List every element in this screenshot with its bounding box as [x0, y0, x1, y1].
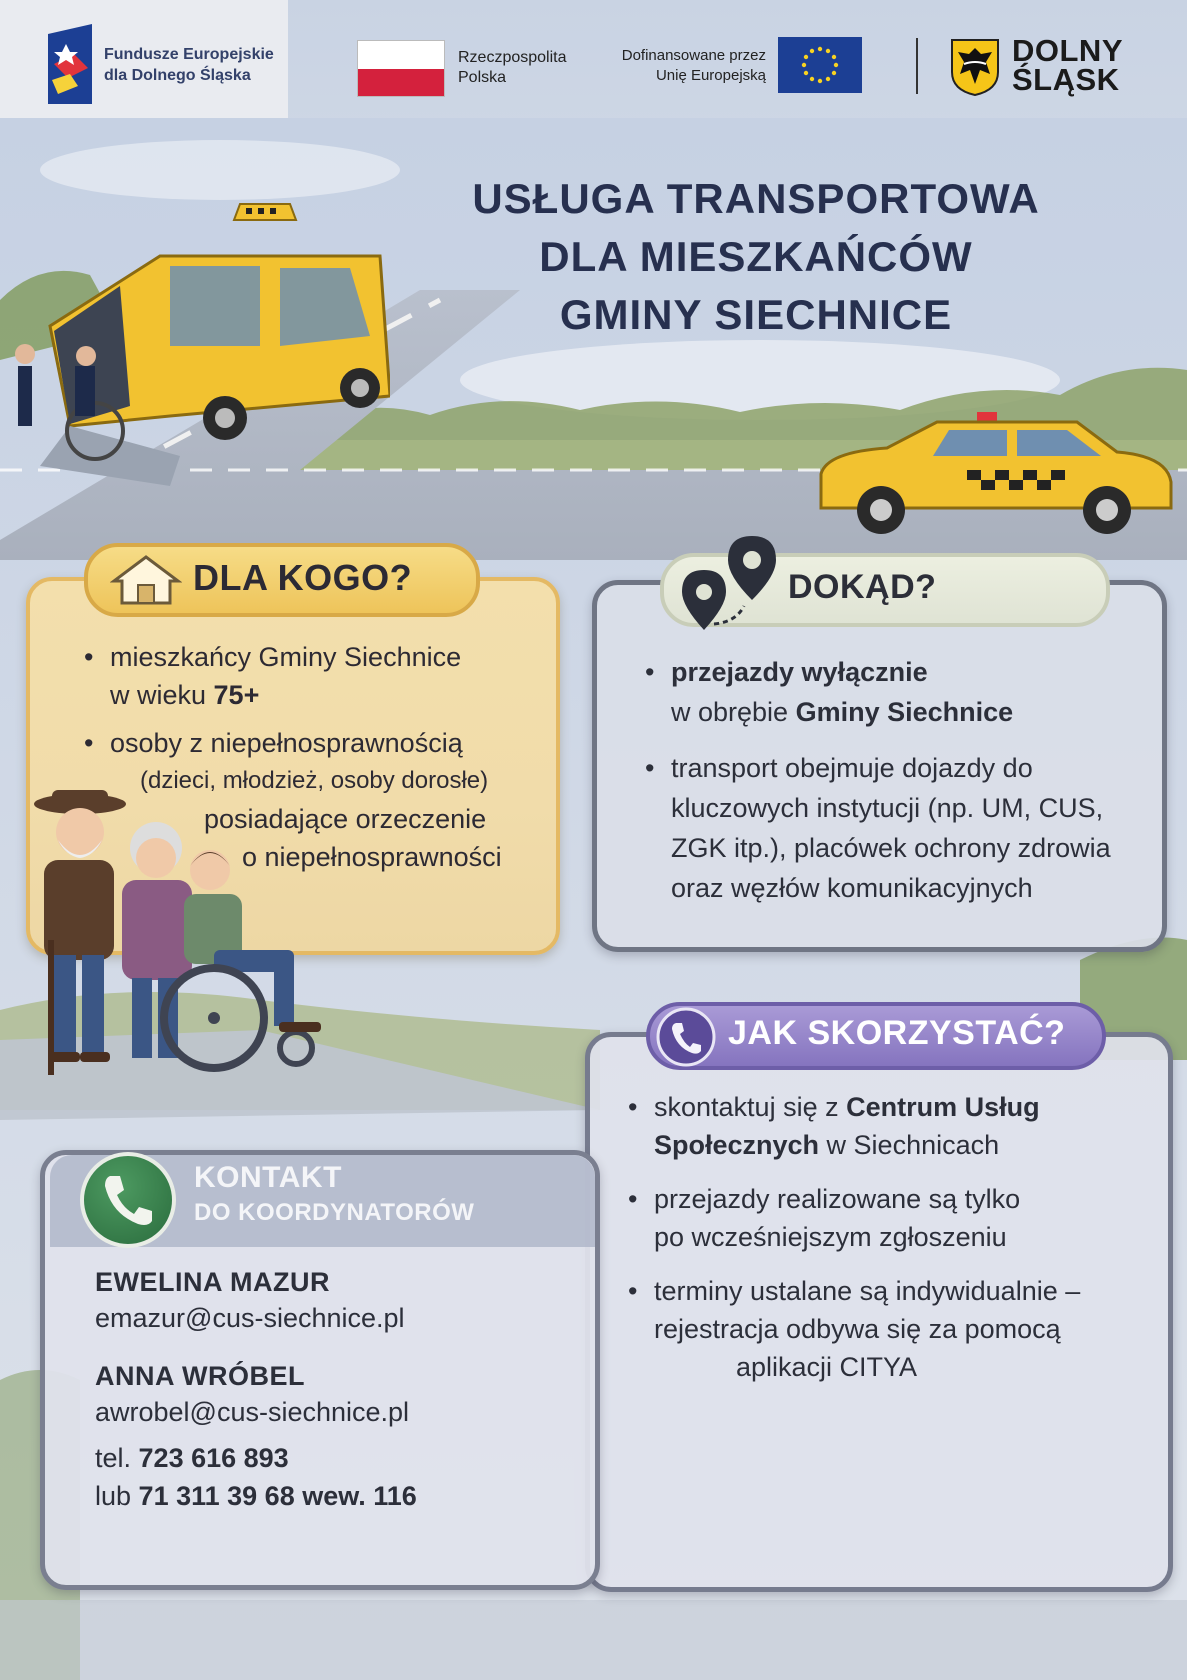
jak-item2-line1: przejazdy realizowane są tylko [654, 1184, 1021, 1214]
dokad-item2-line4: oraz węzłów komunikacyjnych [671, 873, 1033, 903]
tel-number-link[interactable]: 723 616 893 [138, 1443, 289, 1473]
jak-item1-siechnice: w Siechnicach [819, 1130, 1000, 1160]
alt-tel-number-link[interactable]: 71 311 39 68 wew. 116 [138, 1481, 417, 1511]
jak-skorzystac-heading: JAK SKORZYSTAĆ? [728, 1014, 1066, 1052]
ds-line2: ŚLĄSK [1012, 62, 1120, 97]
dokad-item1-line2: w obrębie [671, 697, 796, 727]
dokad-item1-gmina: Gminy Siechnice [795, 697, 1014, 727]
jak-item1-cus: Centrum Usług [846, 1092, 1040, 1122]
taxi-car-illustration [817, 412, 1175, 538]
kogo-item2-line1: osoby z niepełnosprawnością [110, 728, 463, 758]
dolny-slask-text [1012, 33, 1123, 97]
pl-line1: Rzeczpospolita [458, 49, 567, 66]
fe-logo-icon [48, 24, 92, 104]
map-pin-icon [676, 532, 786, 636]
kogo-item2-line3: posiadające orzeczenie [204, 804, 487, 834]
kontakt-title-line1: KONTAKT [194, 1161, 342, 1194]
wheelchair-taxi-illustration [10, 196, 390, 486]
logo-divider [916, 38, 918, 94]
dokad-item2-line3: ZGK itp.), placówek ochrony zdrowia [671, 833, 1111, 863]
kogo-item2-line4: o niepełnosprawności [242, 842, 502, 872]
seniors-wheelchair-illustration [24, 790, 364, 1120]
list-item [84, 638, 544, 714]
page-title [400, 170, 1112, 344]
title-line1: USŁUGA TRANSPORTOWA [472, 175, 1040, 222]
list-item [628, 1088, 1158, 1164]
dokad-item2-line1: transport obejmuje dojazdy do [671, 753, 1033, 783]
eu-logo-text [600, 46, 766, 86]
phone-icon [656, 1007, 716, 1067]
tel-line [95, 1439, 417, 1477]
jak-item3-line2: rejestracja odbywa się za pomocą [654, 1314, 1061, 1344]
tel-label: tel. [95, 1443, 139, 1473]
jak-skorzystac-list [628, 1088, 1158, 1402]
ds-line1: DOLNY [1012, 33, 1123, 68]
dokad-item2-line2: kluczowych instytucji (np. UM, CUS, [671, 793, 1104, 823]
eu-line2: Unię Europejską [655, 67, 766, 84]
kogo-age: 75+ [213, 680, 260, 710]
title-line2: DLA MIESZKAŃCÓW [539, 233, 973, 280]
list-item [645, 748, 1160, 908]
jak-item3-line3: aplikacji CITYA [736, 1352, 918, 1382]
kogo-item2-line2: (dzieci, młodzież, osoby dorosłe) [140, 767, 489, 794]
list-item [645, 652, 1160, 732]
contact-person-1 [95, 1264, 405, 1336]
alt-tel-label: lub [95, 1481, 139, 1511]
person1-email-link[interactable]: emazur@cus-siechnice.pl [95, 1303, 405, 1333]
house-icon [110, 553, 182, 607]
dokad-heading: DOKĄD? [788, 568, 937, 606]
contact-person-2 [95, 1358, 409, 1430]
person2-name: ANNA WRÓBEL [95, 1361, 305, 1391]
jak-item1-spolecznych: Społecznych [654, 1130, 820, 1160]
dokad-item1-bold: przejazdy wyłącznie [671, 657, 928, 687]
eu-flag-icon [778, 37, 862, 93]
person2-email-link[interactable]: awrobel@cus-siechnice.pl [95, 1397, 410, 1427]
kontakt-title-line2: DO KOORDYNATORÓW [194, 1199, 475, 1226]
jak-item2-line2: po wcześniejszym zgłoszeniu [654, 1222, 1007, 1252]
header-logos [0, 0, 1187, 118]
dokad-list [645, 652, 1160, 924]
list-item [628, 1180, 1158, 1256]
title-line3: GMINY SIECHNICE [559, 291, 953, 338]
fe-line2: dla Dolnego Śląska [104, 67, 251, 84]
alt-tel-line [95, 1477, 417, 1515]
pl-logo-text [458, 48, 567, 88]
kogo-item1-line2: w wieku [110, 680, 214, 710]
list-item [628, 1272, 1158, 1386]
kontakt-title [194, 1160, 474, 1230]
kogo-item1-line1: mieszkańcy Gminy Siechnice [110, 642, 462, 672]
jak-item3-line1: terminy ustalane są indywidualnie – [654, 1276, 1081, 1306]
dolny-slask-crest-icon [950, 38, 1000, 96]
jak-item1-text: skontaktuj się z [654, 1092, 847, 1122]
dla-kogo-heading: DLA KOGO? [193, 557, 413, 598]
pl-line2: Polska [458, 69, 507, 86]
fe-logo-text [104, 44, 274, 86]
phone-handset-icon [98, 1170, 158, 1230]
fe-line1: Fundusze Europejskie [104, 46, 274, 63]
contact-phones [95, 1439, 417, 1515]
contact-phone-badge [80, 1152, 176, 1248]
person1-name: EWELINA MAZUR [95, 1267, 330, 1297]
polish-flag-icon [357, 40, 445, 97]
eu-line1: Dofinansowane przez [621, 47, 766, 64]
